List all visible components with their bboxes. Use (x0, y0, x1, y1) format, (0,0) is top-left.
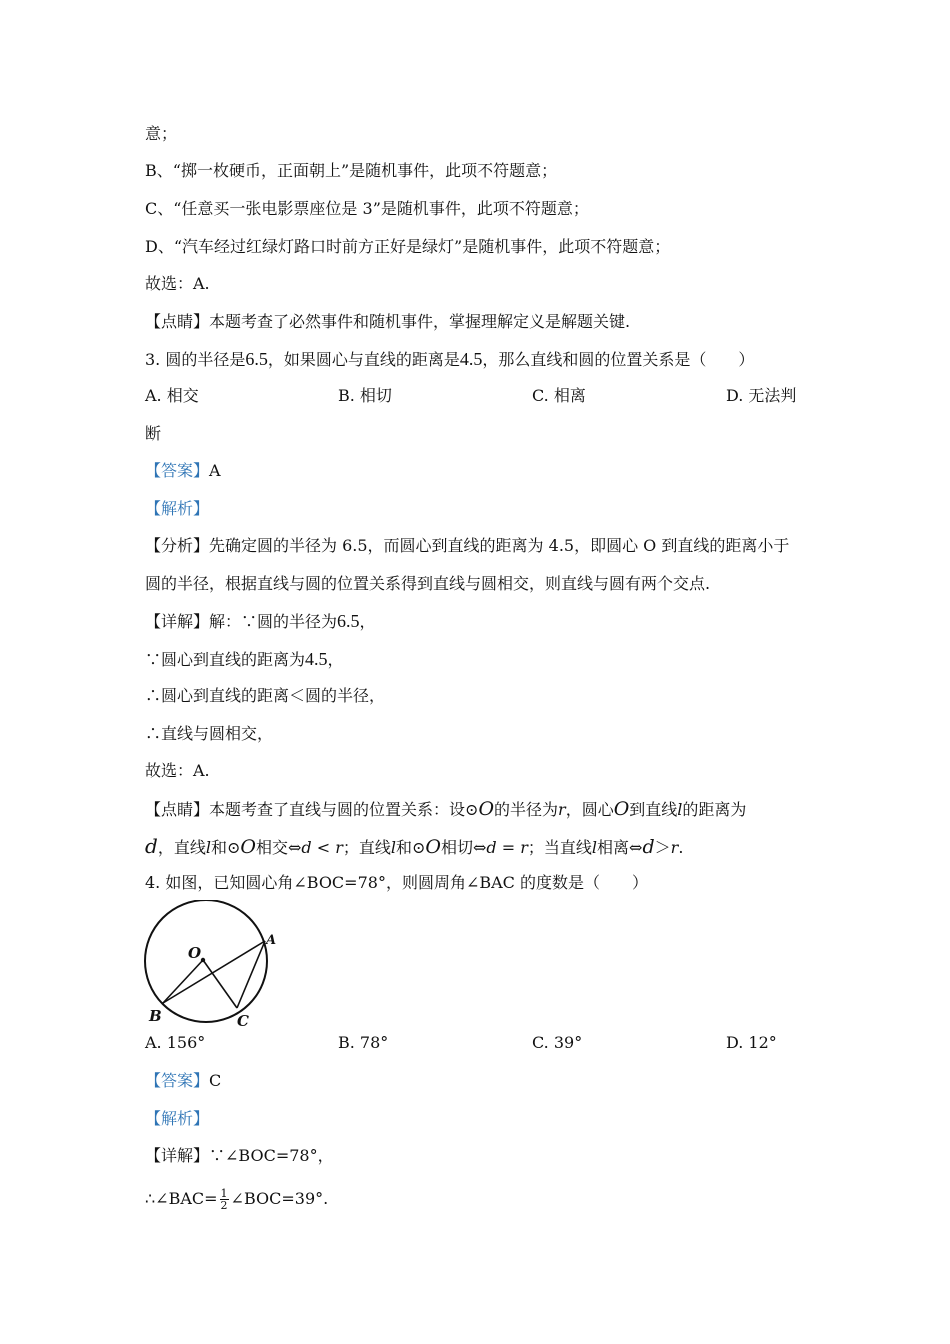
dj-text: 相切⇔ (441, 838, 487, 857)
q3-jiexi-tag: 【解析】 (145, 499, 210, 518)
answer-tag: 【答案】 (145, 461, 210, 480)
dj-text: ；当直线 (527, 838, 592, 857)
prev-dianjing (145, 311, 630, 333)
fenxi-text: 先确定圆的半径为 6.5，而圆心到直线的距离为 4.5，即圆心 O 到直线的距离小于 (209, 536, 790, 555)
prev-option-d: D、“汽车经过红绿灯路口时前方正好是绿灯”是随机事件，此项不符题意； (145, 237, 671, 256)
dj-text: 相离⇔ (597, 838, 643, 857)
segment-ba (163, 941, 265, 1003)
q4-jiexi-tag: 【解析】 (145, 1109, 210, 1128)
q3-xiangjie-3: ∴圆心到直线的距离＜圆的半径， (145, 686, 386, 705)
q4-option-d: D. 12° (726, 1033, 777, 1052)
fenxi-tag: 【分析】 (145, 536, 210, 555)
q3-stem (145, 348, 754, 371)
label-b: B (149, 1007, 162, 1025)
fraction (220, 1188, 229, 1211)
q4-option-c: C. 39° (532, 1033, 583, 1052)
dj-text: < (311, 838, 336, 857)
xiangjie-text: ∴∠BAC= (145, 1189, 218, 1208)
xiangjie-text: ， (359, 612, 376, 631)
q3-answer (145, 460, 221, 482)
q4-xiangjie-1 (145, 1145, 334, 1167)
label-a: A (266, 933, 277, 948)
dj-text: 相交⇔ (255, 838, 302, 857)
dj-math: O (240, 836, 256, 858)
dj-math: r (558, 800, 566, 819)
prev-choice: 故选：A. (145, 274, 210, 293)
dj-text: ＞ (654, 838, 671, 857)
dj-text: ，直线 (157, 838, 206, 857)
fraction-denominator: 2 (220, 1199, 228, 1212)
q3-xiangjie-1 (145, 610, 376, 633)
q3-option-a: A. 相交 (145, 386, 199, 405)
answer-value: C (209, 1071, 222, 1090)
dj-math: O (478, 798, 495, 820)
q3-option-c: C. 相离 (532, 386, 586, 405)
dj-math: r (335, 838, 343, 857)
center-point (201, 958, 205, 962)
q3-dianjing-1 (145, 798, 746, 821)
q4-xiangjie-2 (145, 1188, 328, 1211)
prev-option-c: C、“任意买一张电影票座位是 3”是随机事件，此项不符题意； (145, 199, 589, 218)
q3-stem-part: ，如果圆心与直线的距离是 (267, 350, 460, 369)
segment-ac (237, 941, 265, 1008)
dj-math: O (425, 836, 441, 858)
dj-math: l (591, 838, 598, 857)
dj-text: . (678, 838, 684, 857)
dj-math: d (301, 838, 312, 857)
q4-stem: 4. 如图，已知圆心角∠BOC=78°，则圆周角∠BAC 的度数是（ ） (145, 873, 648, 892)
dj-text: 的距离为 (682, 800, 747, 819)
fraction-numerator: 1 (220, 1187, 228, 1200)
xiangjie-num: 6.5 (337, 611, 360, 631)
dj-math: l (205, 838, 211, 857)
dj-text: 本题考查了直线与圆的位置关系：设⊙ (209, 800, 479, 819)
dj-math: l (677, 800, 683, 819)
q4-option-a: A. 156° (145, 1033, 206, 1052)
q3-dianjing-2 (145, 835, 683, 859)
dianjing-text: 本题考查了必然事件和随机事件，掌握理解定义是解题关键. (209, 312, 631, 331)
q3-choice: 故选：A. (145, 761, 210, 780)
q3-xiangjie-2 (145, 648, 344, 671)
q3-fenxi-2: 圆的半径，根据直线与圆的位置关系得到直线与圆相交，则直线与圆有两个交点. (145, 574, 711, 593)
dj-math: O (613, 798, 630, 820)
q3-option-b: B. 相切 (338, 386, 392, 405)
q3-option-wrap: 断 (145, 424, 162, 443)
prev-tail: 意； (145, 124, 178, 143)
q4-option-b: B. 78° (338, 1033, 389, 1052)
dj-text: = (496, 838, 521, 857)
xiangjie-text: ∠BOC=39°. (230, 1189, 329, 1208)
dj-text: 到直线 (629, 800, 678, 819)
dj-text: 的半径为 (494, 800, 559, 819)
answer-value: A (209, 461, 221, 480)
dianjing-tag: 【点睛】 (145, 312, 210, 331)
dj-text: ；直线 (342, 838, 391, 857)
dj-math: d (145, 834, 158, 858)
q4-answer (145, 1070, 221, 1092)
q3-stem-part: ，那么直线和圆的位置关系是（ ） (482, 350, 755, 369)
label-o: O (188, 944, 202, 962)
circle-figure (138, 900, 288, 1030)
xiangjie-num: 4.5 (305, 649, 328, 669)
answer-tag: 【答案】 (145, 1071, 210, 1090)
label-c: C (237, 1012, 249, 1030)
dj-math: l (390, 838, 396, 857)
xiangjie-tag: 【详解】 (145, 1146, 210, 1165)
prev-option-b: B、“掷一枚硬币，正面朝上”是随机事件，此项不符题意； (145, 161, 558, 180)
dj-math: d (486, 838, 497, 857)
dj-math: r (670, 838, 679, 857)
dj-math: r (520, 838, 528, 857)
xiangjie-text: ∵圆心到直线的距离为 (145, 650, 306, 669)
dj-text: 和⊙ (210, 838, 241, 857)
q3-xiangjie-4: ∴直线与圆相交， (145, 724, 274, 743)
xiangjie-text: ， (327, 650, 344, 669)
q3-radius: 6.5 (245, 349, 268, 369)
dianjing-tag: 【点睛】 (145, 800, 210, 819)
xiangjie-tag: 【详解】 (145, 612, 210, 631)
xiangjie-text: 解：∵圆的半径为 (209, 612, 338, 631)
q3-option-d: D. 无法判 (726, 386, 797, 405)
q3-fenxi-1 (145, 535, 789, 557)
circle-outline (145, 900, 267, 1022)
segment-oc (203, 960, 237, 1008)
xiangjie-text: ∵∠BOC=78°， (209, 1146, 334, 1165)
dj-math: d (642, 836, 655, 858)
q3-stem-part: 3. 圆的半径是 (145, 350, 246, 369)
dj-text: ，圆心 (565, 800, 614, 819)
dj-text: 和⊙ (396, 838, 426, 857)
q3-distance: 4.5 (459, 349, 483, 369)
